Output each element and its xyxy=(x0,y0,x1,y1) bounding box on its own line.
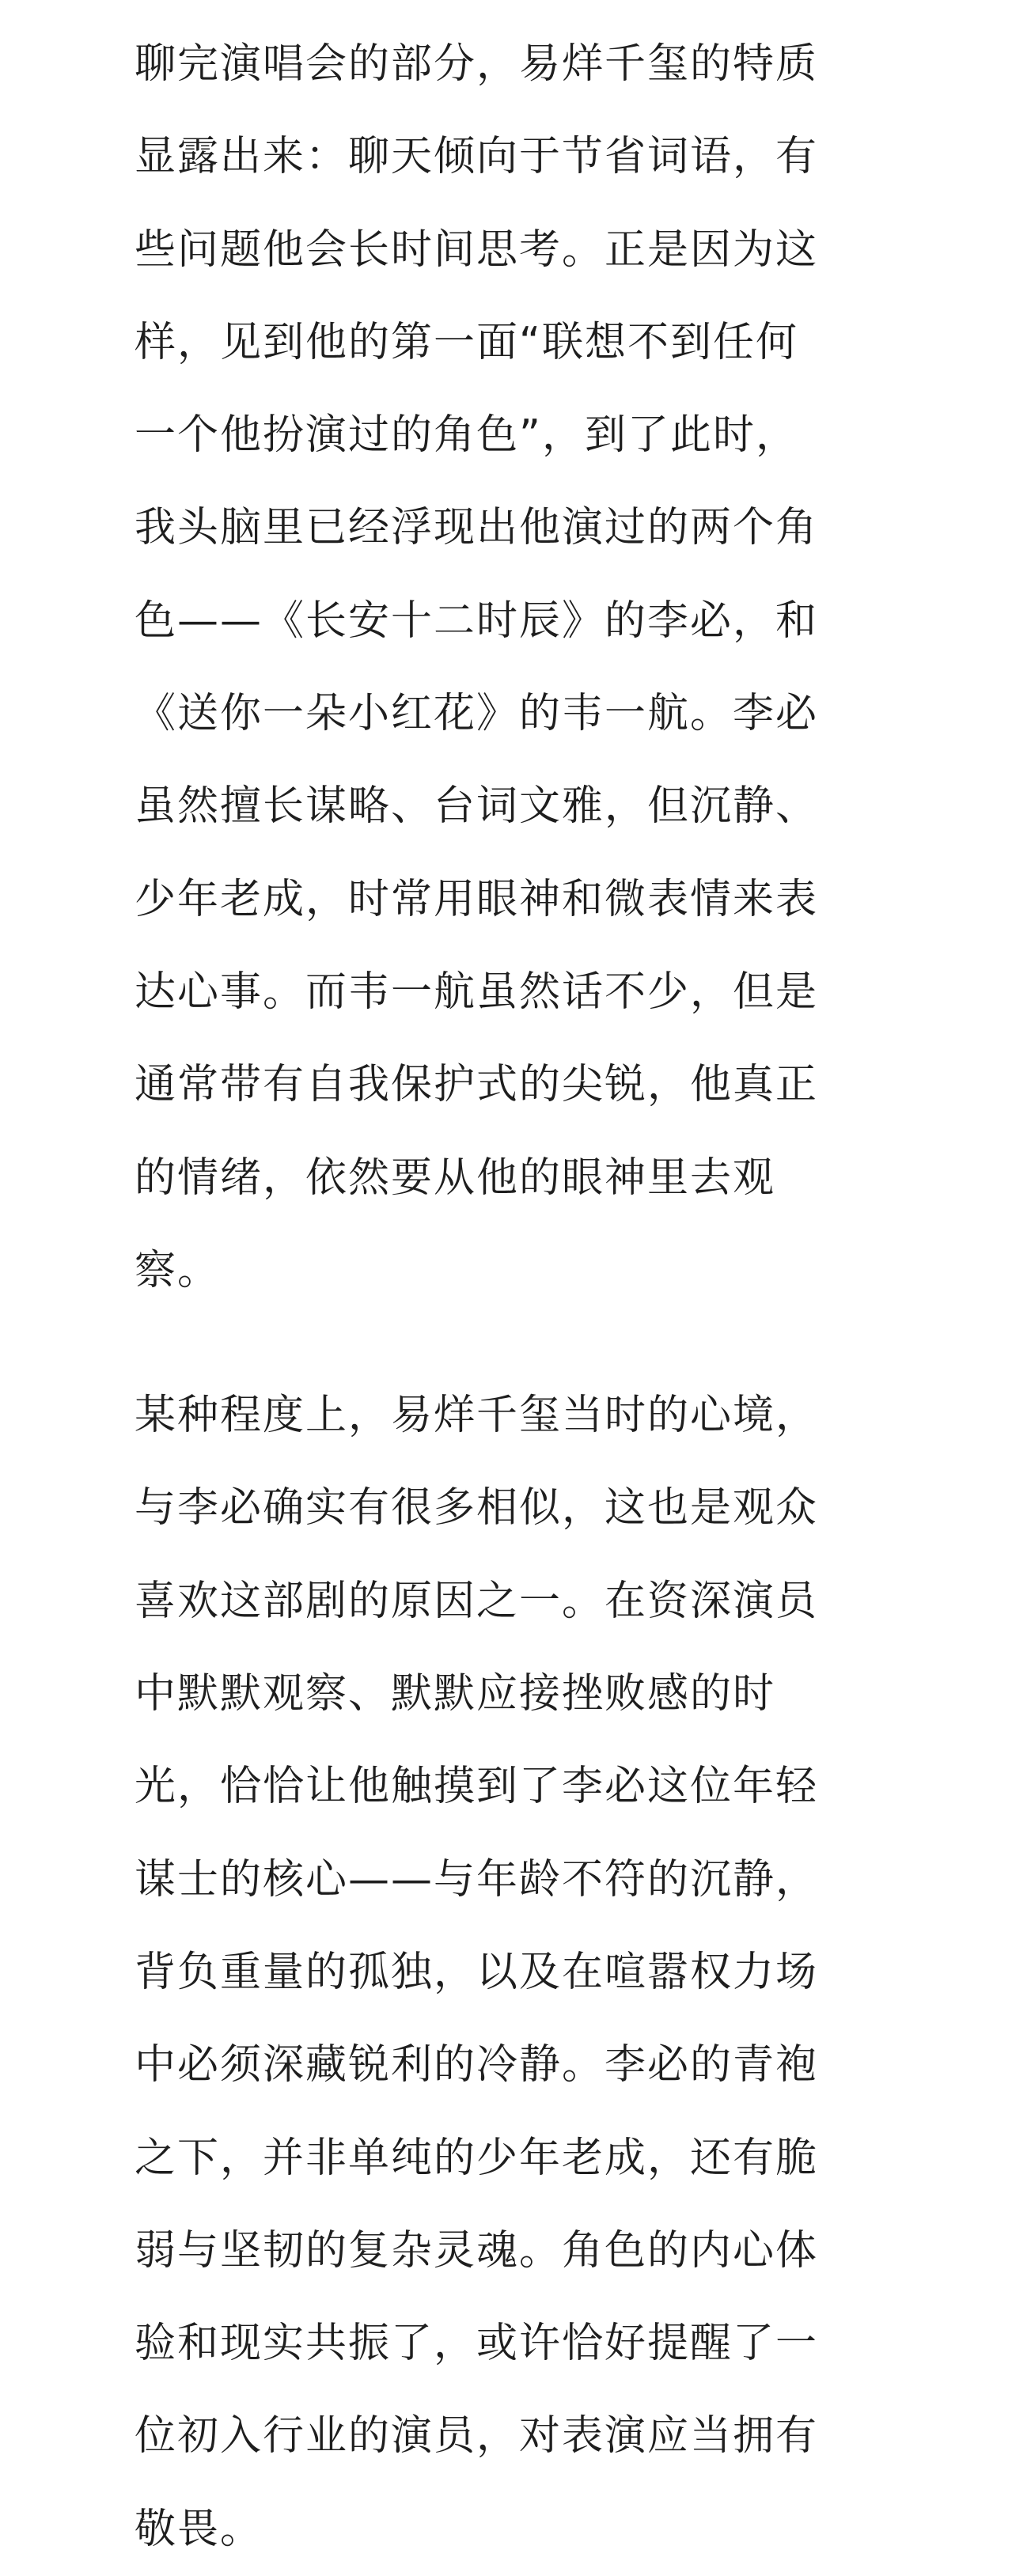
text-line: 通常带有自我保护式的尖锐，他真正 xyxy=(135,1061,819,1109)
text-line: 光，恰恰让他触摸到了李必这位年轻 xyxy=(135,1763,819,1811)
text-line: 中默默观察、默默应接挫败感的时 xyxy=(135,1670,776,1718)
text-line: 样，见到他的第一面“联想不到任何 xyxy=(135,318,798,366)
text-line: 达心事。而韦一航虽然话不少，但是 xyxy=(135,968,819,1016)
text-line: 验和现实共振了，或许恰好提醒了一 xyxy=(135,2320,819,2368)
text-line: 某种程度上，易烊千玺当时的心境， xyxy=(135,1392,819,1440)
text-line: 之下，并非单纯的少年老成，还有脆 xyxy=(135,2134,819,2182)
text-line: 色——《长安十二时辰》的李必，和 xyxy=(135,597,819,645)
article-body xyxy=(135,18,894,2576)
text-line: 我头脑里已经浮现出他演过的两个角 xyxy=(135,504,819,552)
text-line: 《送你一朵小红花》的韦一航。李必 xyxy=(135,690,819,738)
text-line: 中必须深藏锐利的冷静。李必的青袍 xyxy=(135,2041,819,2089)
text-line: 背负重量的孤独，以及在喧嚣权力场 xyxy=(135,1948,819,1996)
text-line: 的情绪，依然要从他的眼神里去观 xyxy=(135,1154,776,1202)
text-line: 喜欢这部剧的原因之一。在资深演员 xyxy=(135,1577,819,1625)
text-line: 少年老成，时常用眼神和微表情来表 xyxy=(135,875,819,923)
text-line: 聊完演唱会的部分，易烊千玺的特质 xyxy=(135,40,819,88)
paragraph-2 xyxy=(135,1369,894,2576)
text-line: 谋士的核心——与年龄不符的沉静， xyxy=(135,1855,819,1904)
text-line: 弱与坚韧的复杂灵魂。角色的内心体 xyxy=(135,2226,819,2275)
text-line: 察。 xyxy=(135,1246,221,1294)
paragraph-1 xyxy=(135,18,894,1317)
text-line: 显露出来：聊天倾向于节省词语，有 xyxy=(135,133,819,181)
text-line: 位初入行业的演员，对表演应当拥有 xyxy=(135,2412,819,2460)
paragraph-spacer xyxy=(135,1317,894,1369)
text-line: 敬畏。 xyxy=(135,2505,263,2553)
text-line: 些问题他会长时间思考。正是因为这 xyxy=(135,225,819,274)
text-line: 一个他扮演过的角色”，到了此时， xyxy=(135,411,798,460)
text-line: 与李必确实有很多相似，这也是观众 xyxy=(135,1484,819,1532)
text-line: 虽然擅长谋略、台词文雅，但沉静、 xyxy=(135,782,819,831)
